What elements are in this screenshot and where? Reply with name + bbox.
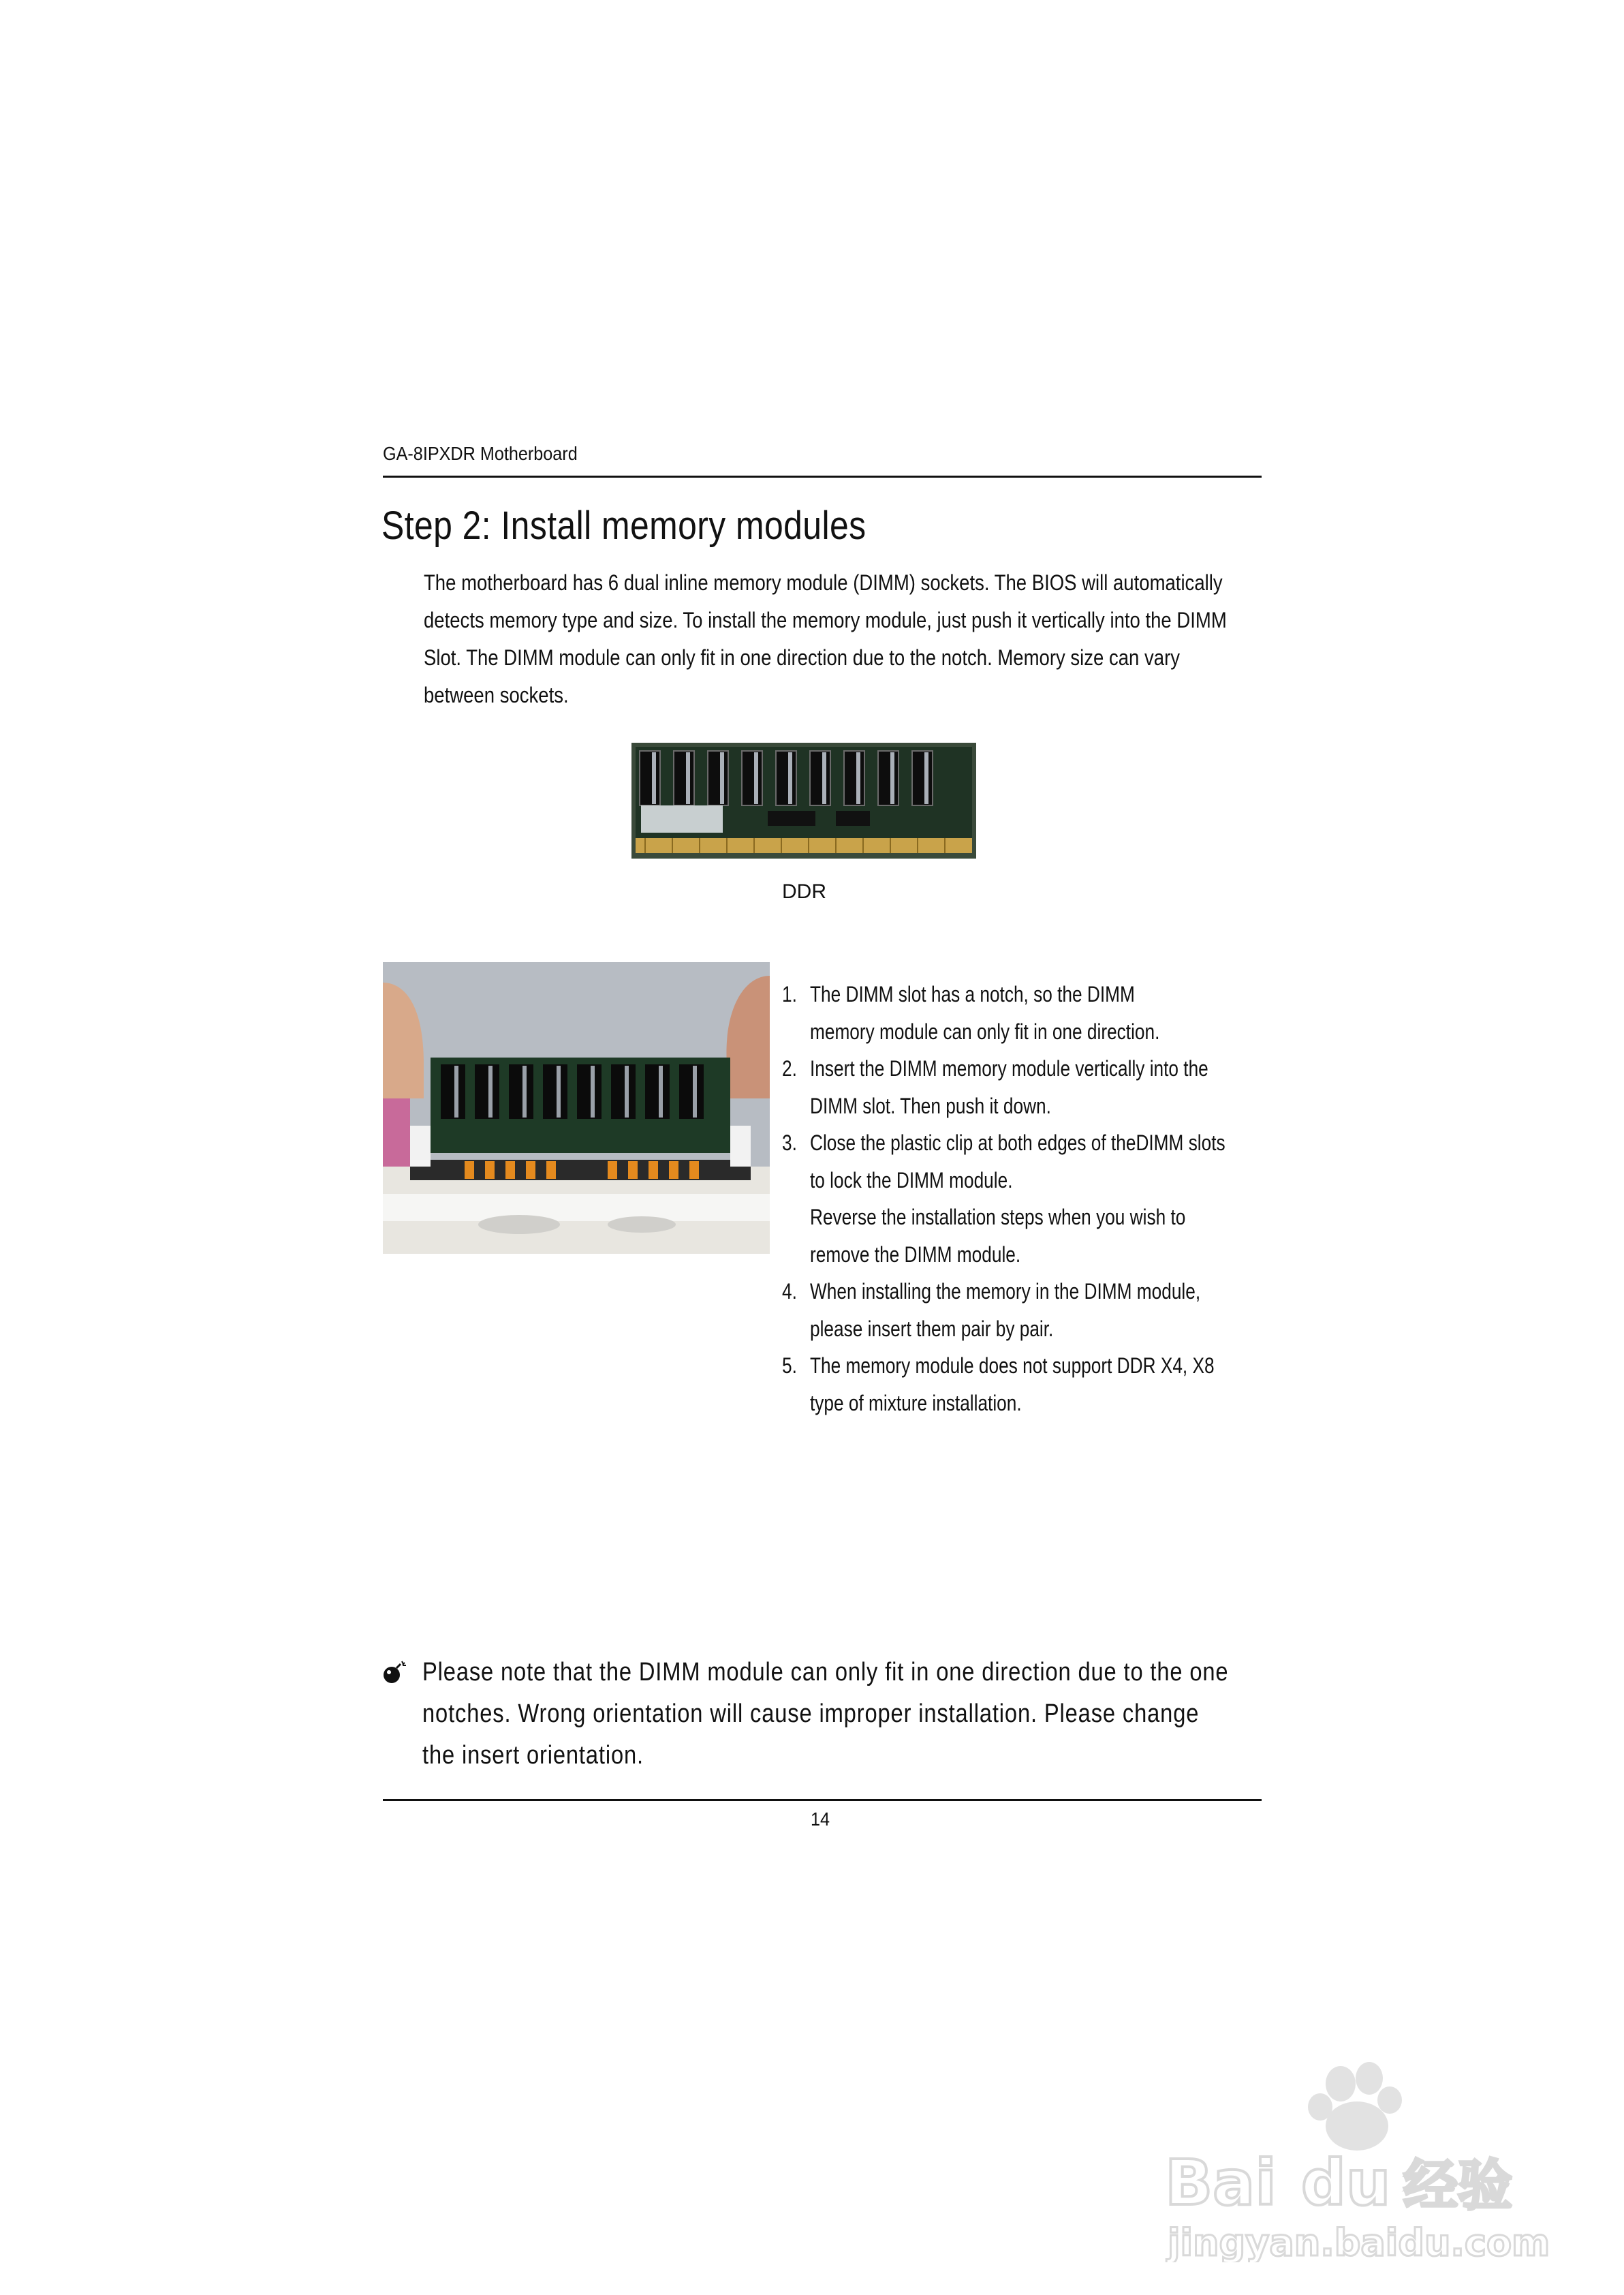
- note-line: Please note that the DIMM module can only fit in one direction due to the one: [422, 1658, 1229, 1686]
- note-line: notches. Wrong orientation will cause improper installation. Please change: [422, 1699, 1200, 1728]
- step-text: to lock the DIMM module.: [810, 1167, 1013, 1192]
- section-title: Step 2: Install memory modules: [381, 504, 866, 548]
- intro-line: Slot. The DIMM module can only fit in one direction due to the notch. Memory size can vary: [424, 645, 1180, 670]
- step-text: memory module can only fit in one direction.: [810, 1019, 1160, 1044]
- page-header: GA-8IPXDR Motherboard: [383, 443, 578, 464]
- step-text: When installing the memory in the DIMM module,: [810, 1279, 1201, 1304]
- intro-line: The motherboard has 6 dual inline memory module (DIMM) sockets. The BIOS will automatically: [424, 570, 1223, 595]
- step-text: please insert them pair by pair.: [810, 1316, 1054, 1341]
- note-paragraph: [422, 1652, 1243, 1776]
- step-text: Reverse the installation steps when you wish to: [810, 1205, 1186, 1229]
- svg-text:du: du: [1301, 2146, 1391, 2219]
- step-text: type of mixture installation.: [810, 1390, 1022, 1415]
- ddr-module-photo: [631, 743, 976, 859]
- step-number: 2.: [782, 1056, 797, 1081]
- step-item: [782, 1050, 1341, 1088]
- note-line: the insert orientation.: [422, 1741, 644, 1770]
- svg-text:jingyan.baidu.com: jingyan.baidu.com: [1168, 2221, 1550, 2262]
- step-number: 4.: [782, 1279, 797, 1304]
- step-item: [782, 1124, 1341, 1162]
- header-rule: [383, 476, 1262, 478]
- intro-paragraph: [424, 564, 1244, 714]
- step-text: The DIMM slot has a notch, so the DIMM: [810, 982, 1135, 1006]
- step-number: 1.: [782, 982, 797, 1006]
- step-text: Close the plastic clip at both edges of theDIMM slots: [810, 1130, 1225, 1155]
- step-number: 3.: [782, 1130, 797, 1155]
- step-number: 5.: [782, 1353, 797, 1378]
- bomb-note-icon: [381, 1659, 409, 1686]
- baidu-watermark-logo: [1158, 2058, 1553, 2262]
- step-text: DIMM slot. Then push it down.: [810, 1093, 1051, 1118]
- dimm-install-photo: [383, 962, 770, 1254]
- intro-line: between sockets.: [424, 683, 569, 707]
- intro-line: detects memory type and size. To install the memory module, just push it vertically into the DIMM: [424, 608, 1227, 632]
- step-item: [782, 1347, 1341, 1385]
- installation-steps: [782, 976, 1341, 1421]
- step-item: [782, 976, 1341, 1013]
- step-text: remove the DIMM module.: [810, 1242, 1021, 1267]
- footer-rule: [383, 1799, 1262, 1801]
- step-text: Insert the DIMM memory module vertically into the: [810, 1056, 1208, 1081]
- ddr-caption: DDR: [782, 880, 826, 903]
- step-item: [782, 1273, 1341, 1310]
- page-number: 14: [811, 1808, 830, 1830]
- svg-text:经验: 经验: [1403, 2154, 1512, 2217]
- step-text: The memory module does not support DDR X4, X8: [810, 1353, 1215, 1378]
- svg-text:Bai: Bai: [1165, 2146, 1277, 2219]
